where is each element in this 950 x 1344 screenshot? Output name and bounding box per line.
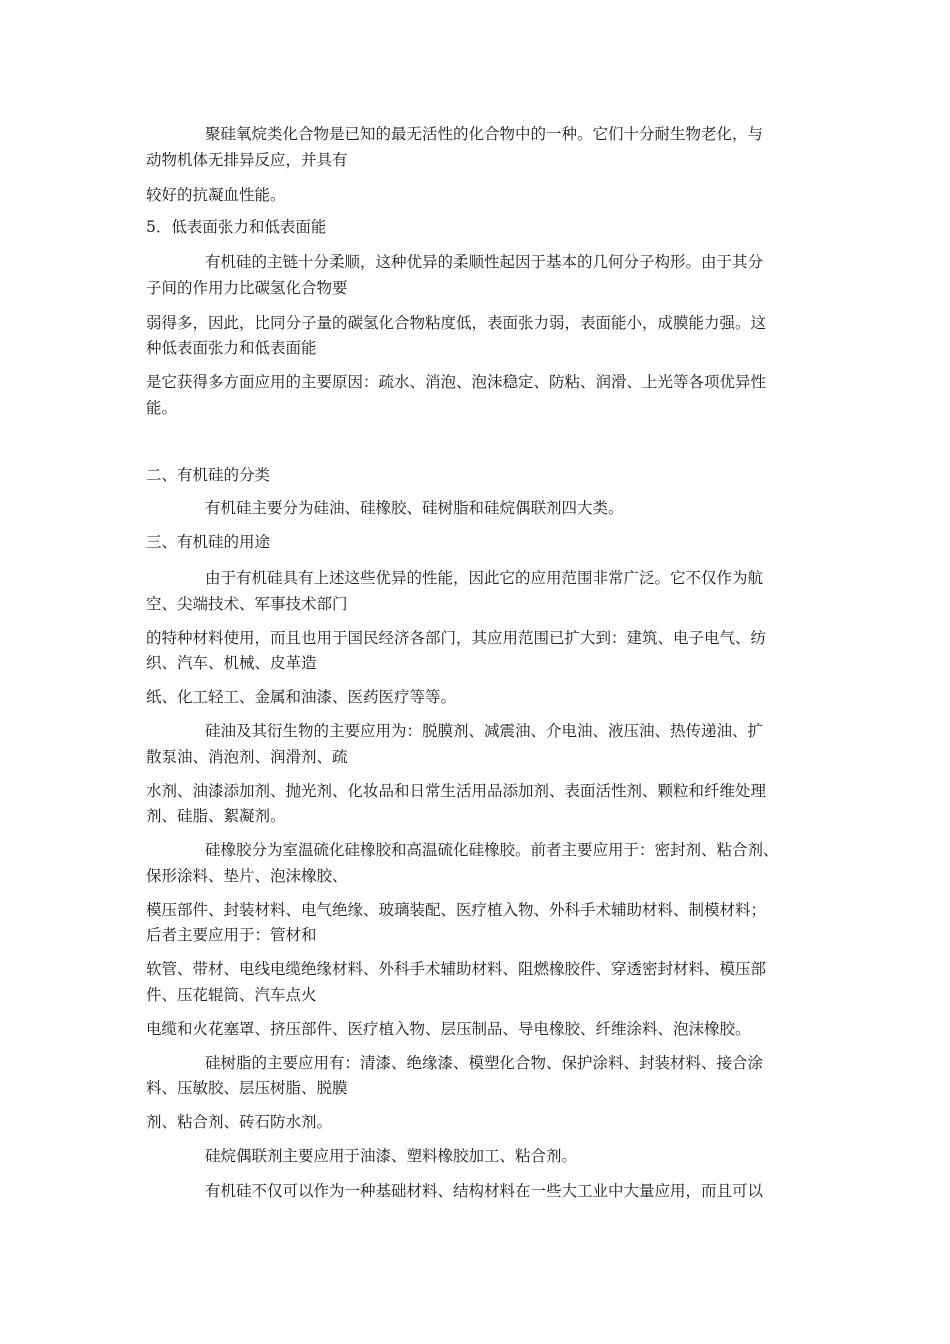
paragraph-line: 有机硅不仅可以作为一种基础材料、结构材料在一些大工业中大量应用，而且可以	[205, 1182, 764, 1200]
paragraph-line: 动物机体无排异反应，并具有	[146, 151, 348, 169]
paragraph-line: 纸、化工轻工、金属和油漆、医药医疗等等。	[146, 688, 457, 706]
paragraph-line: 弱得多，因此，比同分子量的碳氢化合物粘度低，表面张力弱，表面能小，成膜能力强。这	[146, 314, 767, 332]
paragraph-line: 剂、硅脂、絮凝剂。	[146, 807, 286, 825]
paragraph-line: 硅橡胶分为室温硫化硅橡胶和高温硫化硅橡胶。前者主要应用于：密封剂、粘合剂、	[205, 841, 779, 859]
paragraph-line: 由于有机硅具有上述这些优异的性能，因此它的应用范围非常广泛。它不仅作为航	[205, 569, 764, 587]
paragraph-line: 件、压花辊筒、汽车点火	[146, 986, 317, 1004]
section-heading: 二、有机硅的分类	[146, 466, 271, 484]
paragraph-line: 的特种材料使用，而且也用于国民经济各部门，其应用范围已扩大到：建筑、电子电气、纺	[146, 629, 767, 647]
section-heading: 5．低表面张力和低表面能	[146, 218, 327, 236]
paragraph-line: 能。	[146, 399, 178, 417]
paragraph-line: 软管、带材、电线电缆绝缘材料、外科手术辅助材料、阻燃橡胶件、穿透密封材料、模压部	[146, 960, 767, 978]
paragraph-line: 后者主要应用于：管材和	[146, 926, 317, 944]
paragraph-line: 是它获得多方面应用的主要原因：疏水、消泡、泡沫稳定、防粘、润滑、上光等各项优异性	[146, 373, 767, 391]
paragraph-line: 种低表面张力和低表面能	[146, 339, 317, 357]
paragraph-line: 较好的抗凝血性能。	[146, 186, 286, 204]
paragraph-line: 散泵油、消泡剂、润滑剂、疏	[146, 748, 348, 766]
paragraph-line: 保形涂料、垫片、泡沫橡胶、	[146, 867, 348, 885]
paragraph-line: 剂、粘合剂、砖石防水剂。	[146, 1113, 333, 1131]
paragraph-line: 硅烷偶联剂主要应用于油漆、塑料橡胶加工、粘合剂。	[205, 1147, 578, 1165]
paragraph-line: 硅树脂的主要应用有：清漆、绝缘漆、模塑化合物、保护涂料、封装材料、接合涂	[205, 1054, 764, 1072]
paragraph-line: 电缆和火花塞罩、挤压部件、医疗植入物、层压制品、导电橡胶、纤维涂料、泡沫橡胶。	[146, 1020, 751, 1038]
paragraph-line: 织、汽车、机械、皮革造	[146, 654, 317, 672]
paragraph-line: 有机硅主要分为硅油、硅橡胶、硅树脂和硅烷偶联剂四大类。	[205, 499, 624, 517]
paragraph-line: 聚硅氧烷类化合物是已知的最无活性的化合物中的一种。它们十分耐生物老化，与	[205, 125, 764, 143]
paragraph-line: 有机硅的主链十分柔顺，这种优异的柔顺性起因于基本的几何分子构形。由于其分	[205, 253, 764, 271]
section-heading: 三、有机硅的用途	[146, 533, 271, 551]
paragraph-line: 空、尖端技术、军事技术部门	[146, 595, 348, 613]
paragraph-line: 子间的作用力比碳氢化合物要	[146, 279, 348, 297]
paragraph-line: 料、压敏胶、层压树脂、脱膜	[146, 1079, 348, 1097]
paragraph-line: 水剂、油漆添加剂、抛光剂、化妆品和日常生活用品添加剂、表面活性剂、颗粒和纤维处理	[146, 782, 767, 800]
paragraph-line: 硅油及其衍生物的主要应用为：脱膜剂、减震油、介电油、液压油、热传递油、扩	[205, 722, 764, 740]
paragraph-line: 模压部件、封装材料、电气绝缘、玻璃装配、医疗植入物、外科手术辅助材料、制模材料；	[146, 901, 767, 919]
